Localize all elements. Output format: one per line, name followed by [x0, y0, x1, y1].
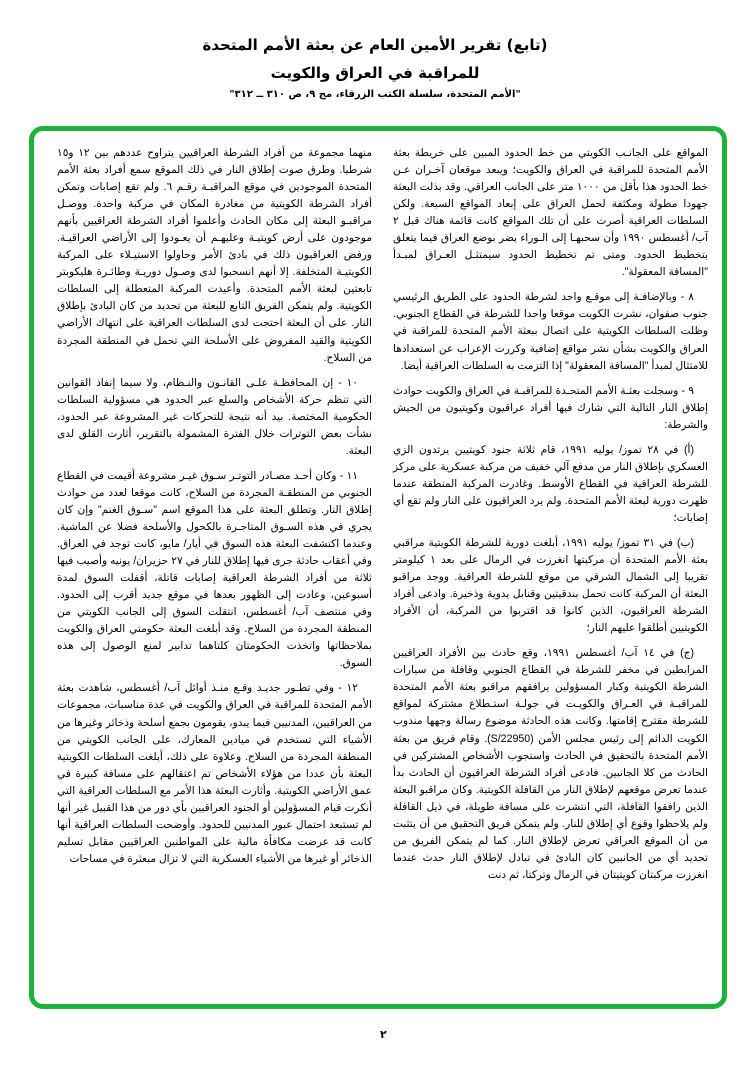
paragraph-9c: (ج) في ١٤ آب/ أغسطس ١٩٩١، وقع حادث بين الأفراد العراقيين المرابطين في مخفر للشرطة في القطاع الجنوبي وقافلة من سيارات الشرطة الكويتية وكبار المسؤولين يرافقهم مراقبو بعثة الأمم المتحدة للمراقبـة في العـراق والكويـت في جولـة استـطلاع مشتركة لمواقع للشرطة مقترح إقامتها. وكانت هذه الحادثة موضوع رسالة وجهها مندوب الكويت الدائم إلى رئيس مجلس الأمن (S/22950). وقام فريق من بعثة الأمم المتحدة بالتحقيق في الحادث واستجوب الأشخاص المشتركين في الحادث من كلا الجانبين. فادعى أفراد الشرطة العراقيون أن الحادث بدأ عندما تعرض موقعهم لإطلاق النار من القافلة الكويتية. وكان مراقبو البعثة الذين رافقوا القافلة، التي انتشرت على مسافة طويلة، في ذيل القافلة ولم يلاحظوا وقوع أي إطلاق للنار. ولم يتمكن فريق التحقيق من أن يتثبت من أن الموقع العراقي تعرض لإطلاق النار. كما لم يتمكن الفريق من تحديد أي من الجانبين كان البادئ في تبادل لإطلاق النار حدث عندما انغرزت مركبتان كويتيتان في الرمال وتركتا، ثم دنت [393, 647, 708, 881]
left-column [57, 145, 372, 876]
paragraph-9a: (أ) في ٢٨ تموز/ يوليه ١٩٩١، قام ثلاثة جنود كويتيين يرتدون الزي العسكري بإطلاق النار من مدفع آلي خفيف من مركبة عسكرية على مركز للشرطة العراقية في القطاع الأوسط. وغادرت المركبة المنطقة عندما ظهرت دورية لبعثة الأمم المتحدة. ولم يرد العراقيون على النار ولم تقع أي إصابات؛ [393, 443, 708, 524]
page-number: ٢ [380, 1028, 387, 1041]
paragraph-10: ١٠ - إن المحافظـة علـى القانـون والنـظام، ولا سيما إنفاذ القوانين التي تنظم حركة الأشخاص والسلع عبر الحدود هي مسؤولية السلطات الحكومية المختصة. بيد أنه نتيجة للتحركات غير المشروعة عبر الحدود، نشأت بعض التوترات خلال الفترة المشمولة بالتقرير، أثارت القلق لدى البعثة. [57, 376, 372, 457]
document-title-line2: للمراقبة في العراق والكويت [270, 64, 480, 82]
paragraph-9c-continued: منهما مجموعة من أفراد الشرطة العراقيين يتراوح عددهم بين ١٢ و١٥ شرطيا. وطرق صوت إطلاق النار في ذلك الموقع سمع أفراد بعثة الأمم المتحدة الموجودين في موقع المراقبـة رقـم ٦. ولم تقع إصابات وتمكن أفراد الشرطة الكويتية من مغادرة المكان في مركبة واحدة. ووصـل مراقبـو البعثة إلى مكان الحادث وأعلموا أفراد الشرطة العراقيين بأنهم موجودون على أرض كويتيـة وعليهـم أن يعـودوا إلى الأراضي العراقيـة. ورفض العراقيون ذلك في بادئ الأمر وحاولوا الاستيـلاء على المركبة الكويتيـة المتخلفة. إلا أنهم انسحبوا لدى وصـول دوريـة وطائـرة هليكوبتر تابعتين لبعثة الأمم المتحدة. وأعيدت المركبة المتعطلة إلى السلطات الكويتية. ولم يتمكن الفريق التابع للبعثة من تحديد من كان البادئ بإطلاق النار. على أن البعثة احتجت لدى السلطات العراقية على انتهاك الأراضي الكويتية والقيد المفروض على الأسلحة التي تحمل في المنطقة المجردة من السلاح. [57, 147, 373, 364]
paragraph-7-continued: المواقع على الجانـب الكويتي من خط الحدود المبين على خريطة بعثة الأمم المتحدة للمراقبة في العراق والكويت؛ ويبعد موقعان آخـران عـن خط الحدود هذا بأقل من ١٠٠٠ متر على الجانب العراقي. وقد بذلت البعثة جهودا مطولة ومكثفة لحمل العراق على إبعاد المواقع السبعة. ولكن السلطات العراقية أصرت على أن تلك المواقع كانت قائمة هناك قبل ٢ آب/ أغسطس ١٩٩٠ وأن سحبهـا إلى الـوراء يضر بوضع العراق فيما يتعلق بتخطيط الحدود. ومتى تم تخطيط الحدود سيمتثـل العـراق لمبـدأ "المسافة المعقولة". [393, 147, 708, 279]
document-title-line1: (تابع) تقرير الأمين العام عن بعثة الأمم المتحدة [202, 36, 548, 54]
paragraph-12: ١٢ - وفي تطـور جديـد وقـع منـذ أوائل آب/ أغسطس، شاهدت بعثة الأمم المتحدة للمراقبة في العراق والكويت في عدة مناسبات، مجموعات من العراقيين، المدنيين فيما يبدو، يقومون بجمع أسلحة وذخائر وغيرها من الأشياء التي تستخدم في ميادين المعارك، على الجانب الكويتي من المنطقة المجردة من السلاح. وعلاوة على ذلك، أبلغت السلطات الكويتية البعثة بأن عددا من هؤلاء الأشخاص تم اعتقالهم على مسافة كبيرة في عمق الأراضي الكويتية. وأثارت البعثة هذا الأمر مع السلطات العراقية التي أنكرت قيام المسؤولين أو الجنود العراقيين بأي دور من هذا القبيل غير أنها لم تستبعد احتمال عبور المدنيين للحدود. وأوضحت السلطات العراقية أنها كانت قد عرضت مكافأة مالية على المواطنين العراقيين مقابل تسليم الذخائر أو غيرها من الأشياء العسكرية التي لا تزال مبعثرة في مساحات [57, 682, 372, 865]
paragraph-8: ٨ - وبالإضافـة إلى موقـع واحد لشرطة الحدود على الطريق الرئيسي جنوب صفوان، نشرت الكويت موقعا واحدا للشرطة في القطاع الجنوبي. وظلت السلطات الكويتية على اتصال ببعثة الأمم المتحدة للمراقبة في العراق والكويت بشأن نشر مواقع إضافية وكررت الإعراب عن استعدادها للامتثال لمبدأ "المسافة المعقولة" إذا التزمت به السلطات العراقية أيضا. [393, 291, 708, 372]
paragraph-9: ٩ - وسجلت بعثـة الأمم المتحـدة للمراقبـة في العراق والكويت حوادث إطلاق النار التالية التي شارك فيها أفراد عراقيون وكويتيون من الجيش والشرطة: [393, 384, 708, 431]
right-column [393, 145, 708, 892]
content-frame [29, 126, 727, 1009]
paragraph-9b: (ب) في ٣١ تموز/ يوليه ١٩٩١، أبلغت دورية للشرطة الكويتية مراقبي بعثة الأمم المتحدة أن مركبتها انغرزت في الرمال على بعد ١ كيلومتر تقريبا إلى الشمال الشرقي من موقع للشرطة العراقية. ووجد مراقبو البعثة أن المركبة كانت تحمل بندقيتين وقنابل يدوية وذخيرة. وادعى أفراد الشرطة العراقيون، الذين كانوا قد اقتربوا من المركبة، أن الأفراد الكويتيين أطلقوا عليهم النار؛ [393, 536, 708, 635]
paragraph-11: ١١ - وكان أحـد مصـادر التوتـر سـوق غيـر مشروعة أقيمت في القطاع الجنوبي من المنطقـة المجردة من السلاح، كانت موقعا لعدد من حوادث إطلاق النار. وتطلق البعثة على هذا الموقع اسم "سـوق الغنم" وإن كان يجري في هذه السـوق المتاجـرة بالكحول والأسلحة فضلا عن الماشية. وعندما اكتشفت البعثة هذه السوق في أيار/ مايو، كانت توجد في العراق. وفي أعقاب حادثة جرى فيها إطلاق للنار في ٢٧ حزيران/ يونيه وأصيب فيها ثلاثة من أفراد الشرطة العراقية إصابات قاتلة، أقفلت السوق لمدة أسبوعين، وعادت إلى الظهور بعدها في موقع جديد أقرب إلى الحدود. وفي منتصف آب/ أغسطس، انتقلت السوق إلى الجانب الكويتي من المنطقة المجردة من السلاح. وقد أبلغت البعثة حكومتي العراق والكويت بملاحظاتها واتخذت الحكومتان كلتاهما تدابير لمنع الوصول إلى هذه السوق. [57, 469, 372, 670]
source-citation: "الأمم المتحدة، سلسلة الكتب الزرقاء، مج ٩، ص ٣١٠ ــ ٣١٢" [229, 89, 521, 100]
